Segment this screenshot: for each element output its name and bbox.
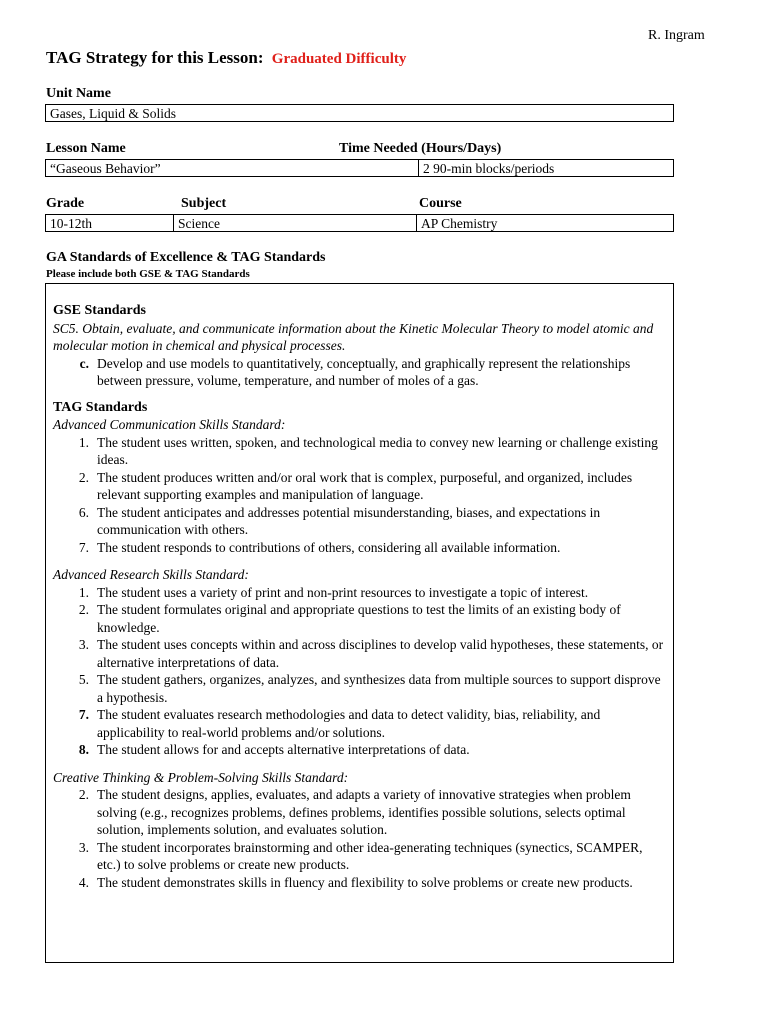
list-marker: 6. (78, 504, 89, 520)
list-marker: 2. (78, 602, 89, 617)
course-cell (416, 215, 673, 231)
list-item (53, 469, 665, 504)
list-marker: 4. (78, 874, 89, 890)
list-marker: 7. (78, 707, 89, 722)
list-text: Develop and use models to quantitatively, conceptually, and graphically represent the relationships between pressure, volume, temperature, and number of moles of a gas. (97, 355, 631, 388)
list-text: The student responds to contributions of others, considering all available information. (97, 539, 561, 555)
grade-row (45, 214, 674, 232)
list-text: The student incorporates brainstorming and other idea-generating techniques (synectics, SCAMPER, etc.) to solve problems or create new products. (97, 839, 643, 872)
list-marker: 3. (78, 637, 89, 652)
list-text: The student evaluates research methodologies and data to detect validity, bias, reliability, and applicability to real-world problems and/or solutions. (97, 707, 601, 740)
title-label: TAG Strategy for this Lesson: (46, 48, 264, 67)
list-item (53, 601, 665, 636)
list-marker: 7. (78, 539, 89, 555)
list-marker: 8. (78, 742, 89, 757)
list-text: The student formulates original and appropriate questions to test the limits of an existing body of knowledge. (97, 602, 621, 635)
list-marker: 3. (78, 839, 89, 855)
grade-label: Grade (46, 196, 85, 211)
subject-label: Subject (181, 196, 227, 211)
page-title (46, 48, 406, 68)
list-text: The student demonstrates skills in fluency and flexibility to solve problems or create new products. (97, 874, 633, 890)
list-item (53, 539, 665, 557)
list-item (53, 636, 665, 671)
unit-value: Gases, Liquid & Solids (50, 106, 177, 121)
subject-value: Science (178, 216, 220, 231)
lesson-value: “Gaseous Behavior” (50, 161, 161, 176)
section-title: Advanced Communication Skills Standard: (53, 417, 286, 432)
list-text: The student uses a variety of print and non-print resources to investigate a topic of interest. (97, 584, 589, 600)
author-name: R. Ingram (648, 28, 705, 43)
standards-box (45, 283, 674, 963)
gse-heading: GSE Standards (53, 303, 146, 318)
subject-cell (173, 215, 421, 231)
time-value: 2 90-min blocks/periods (423, 161, 555, 176)
list-item (53, 786, 665, 839)
list-item (53, 434, 665, 469)
list-text: The student anticipates and addresses potential misunderstanding, biases, and expectations in communication with others. (97, 504, 601, 537)
list-text: The student uses written, spoken, and technological media to convey new learning or challenge existing ideas. (97, 434, 658, 467)
unit-field (45, 104, 674, 122)
list-item (53, 706, 665, 741)
list-item (53, 874, 665, 892)
section-title: Creative Thinking & Problem-Solving Skills Standard: (53, 769, 349, 785)
standards-content (53, 302, 665, 891)
list-item (53, 584, 665, 602)
list-item (53, 741, 665, 759)
lesson-label: Lesson Name (46, 141, 126, 156)
time-cell (418, 160, 673, 176)
list-text: The student designs, applies, evaluates, and adapts a variety of innovative strategies when problem solving (e.g., recognizes problems, defines problems, identifies possible solutions, selects optimal solution, implements solution, and evaluates solution. (97, 787, 631, 837)
standards-note: Please include both GSE & TAG Standards (46, 268, 250, 280)
list-marker: 1. (78, 584, 89, 600)
list-text: The student uses concepts within and across disciplines to develop valid hypotheses, these statements, or alternative interpretations of data. (97, 637, 664, 670)
list-marker: 5. (78, 672, 89, 687)
grade-value: 10-12th (50, 216, 92, 231)
course-label: Course (419, 196, 462, 211)
list-text: The student gathers, organizes, analyzes, and synthesizes data from multiple sources to support disprove a hypothesis. (97, 672, 661, 705)
list-text: The student allows for and accepts alternative interpretations of data. (97, 742, 470, 757)
list-item (53, 839, 665, 874)
list-marker: 2. (78, 787, 89, 802)
list-marker: c. (79, 355, 89, 371)
list-text: The student produces written and/or oral work that is complex, purposeful, and organized, includes relevant supporting examples and manipulation of language. (97, 469, 633, 502)
list-item (53, 671, 665, 706)
list-marker: 1. (78, 434, 89, 450)
time-label: Time Needed (Hours/Days) (339, 141, 502, 156)
lesson-row (45, 159, 674, 177)
section-title: Advanced Research Skills Standard: (53, 567, 249, 582)
tag-strategy: Graduated Difficulty (271, 51, 407, 67)
course-value: AP Chemistry (421, 216, 498, 231)
unit-label: Unit Name (46, 86, 111, 101)
gse-intro: SC5. Obtain, evaluate, and communicate information about the Kinetic Molecular Theory to model atomic and molecular motion in chemical and physical processes. (53, 320, 654, 353)
standards-title: GA Standards of Excellence & TAG Standards (46, 250, 326, 265)
tag-heading: TAG Standards (53, 399, 148, 415)
list-marker: 2. (78, 469, 89, 485)
list-item (53, 504, 665, 539)
list-item (53, 355, 665, 390)
